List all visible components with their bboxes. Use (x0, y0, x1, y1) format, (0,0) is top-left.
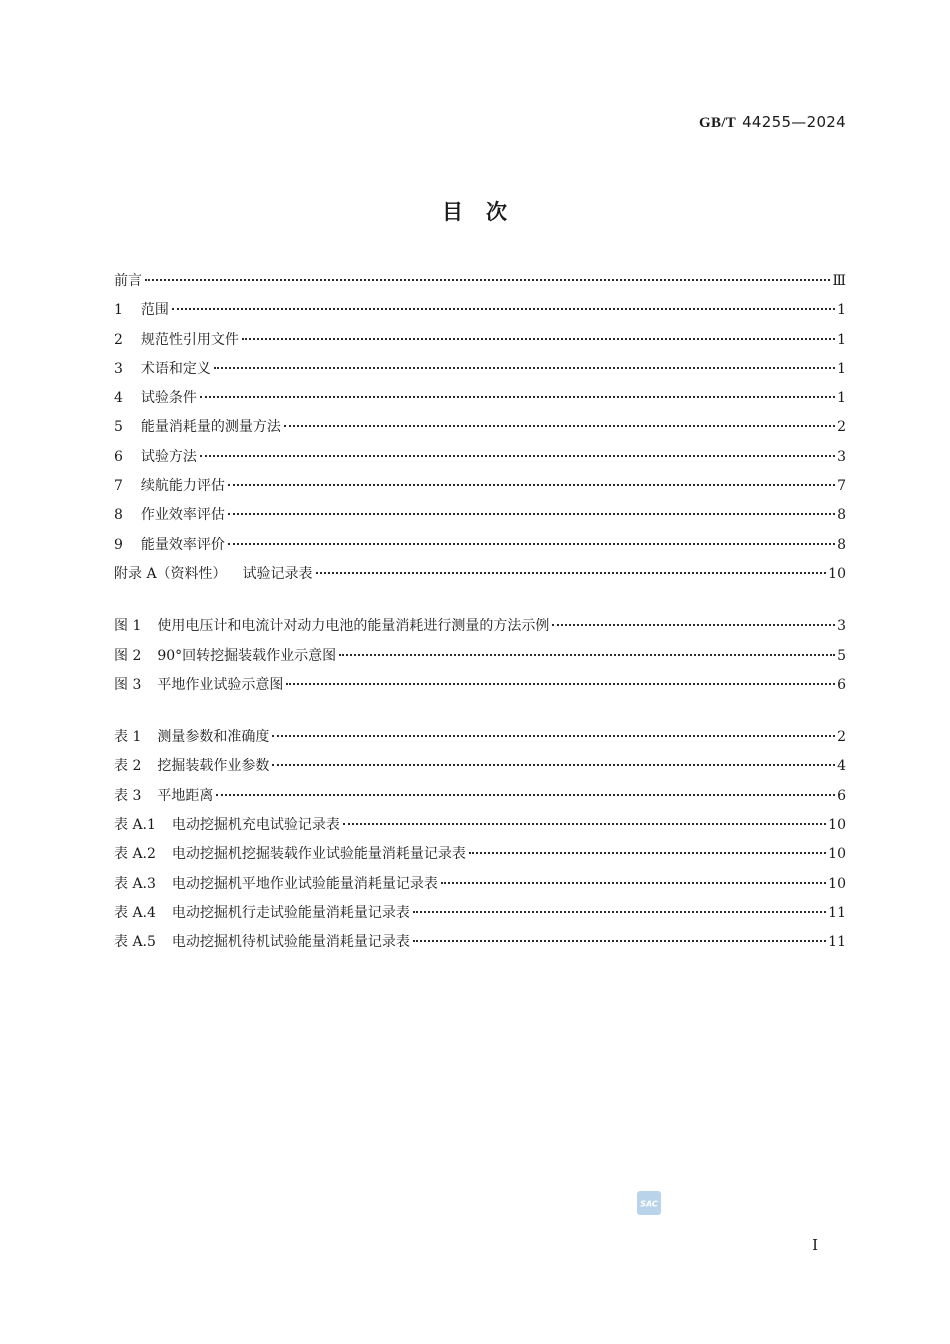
toc-entry-title: 续航能力评估 (140, 478, 225, 495)
toc-entry-number: 1 (114, 302, 123, 319)
toc-entry-number: 表 3 (114, 787, 142, 804)
toc-entry-measurement-method[interactable] (114, 416, 846, 445)
toc-entry-terms[interactable] (114, 358, 846, 387)
dot-leader (413, 940, 826, 942)
dot-leader (228, 543, 835, 545)
toc-entry-page: 3 (837, 448, 846, 465)
toc-figures (114, 615, 846, 703)
dot-leader (172, 308, 835, 310)
dot-leader (228, 513, 835, 515)
toc-entry-endurance-assessment[interactable] (114, 475, 846, 504)
dot-leader (316, 572, 827, 574)
toc-entry-table-2[interactable] (114, 755, 846, 784)
dot-leader (214, 367, 835, 369)
dot-leader (145, 279, 830, 281)
toc-entry-title: 试验条件 (140, 390, 197, 407)
toc-entry-page: 5 (837, 647, 846, 664)
toc-entry-title: 试验记录表 (242, 565, 313, 582)
toc-entry-title: 电动挖掘机挖掘装载作业试验能量消耗量记录表 (171, 846, 466, 863)
toc-entry-number: 7 (114, 478, 123, 495)
toc-entry-title: 能量消耗量的测量方法 (140, 419, 281, 436)
dot-leader (469, 852, 826, 854)
toc-entry-page: 6 (837, 676, 846, 693)
toc-entry-page: 1 (837, 302, 846, 319)
toc-entry-foreword[interactable] (114, 270, 846, 299)
toc-entry-page: 8 (837, 536, 846, 553)
sac-watermark-text: SAC (640, 1199, 658, 1209)
dot-leader (339, 654, 835, 656)
sac-watermark-logo (636, 1190, 662, 1216)
toc-entry-figure-2[interactable] (114, 645, 846, 674)
toc-entry-table-a3[interactable] (114, 873, 846, 902)
toc-entry-page: 6 (837, 787, 846, 804)
toc-entry-work-efficiency[interactable] (114, 504, 846, 533)
toc-entry-number: 附录 A（资料性） (114, 565, 227, 582)
toc-entry-title: 术语和定义 (140, 360, 211, 377)
dot-leader (272, 735, 835, 737)
toc-entry-page: 2 (837, 729, 846, 746)
toc-entry-number: 图 2 (114, 647, 142, 664)
toc-entry-page: 2 (837, 419, 846, 436)
toc-entry-title: 电动挖掘机待机试验能量消耗量记录表 (171, 934, 410, 951)
toc-entry-title: 电动挖掘机行走试验能量消耗量记录表 (171, 904, 410, 921)
toc-entry-number: 表 A.2 (114, 846, 156, 863)
toc-entry-page: 3 (837, 618, 846, 635)
toc-entry-title: 前言 (114, 273, 142, 289)
toc-entry-title: 挖掘装载作业参数 (157, 758, 270, 775)
toc-tables (114, 726, 846, 960)
toc-entry-figure-3[interactable] (114, 674, 846, 703)
toc-entry-scope[interactable] (114, 299, 846, 328)
toc-entry-number: 8 (114, 507, 123, 524)
dot-leader (552, 624, 835, 626)
toc-entry-normative-references[interactable] (114, 329, 846, 358)
toc-entry-table-a5[interactable] (114, 931, 846, 960)
toc-entry-number: 9 (114, 536, 123, 553)
dot-leader (242, 338, 835, 340)
toc-entry-title: 测量参数和准确度 (157, 729, 270, 746)
page-number: Ⅰ (812, 1238, 818, 1254)
toc-entry-number: 4 (114, 390, 123, 407)
toc-entry-number: 表 A.5 (114, 934, 156, 951)
toc-entry-page: 8 (837, 507, 846, 524)
toc-entry-page: 10 (828, 565, 846, 582)
dot-leader (413, 911, 826, 913)
toc-entry-table-1[interactable] (114, 726, 846, 755)
standard-year-number: 44255—2024 (742, 113, 846, 131)
toc-entry-page: 10 (828, 875, 846, 892)
page-title: 目 次 (442, 200, 508, 224)
dot-leader (200, 396, 835, 398)
toc-entry-test-conditions[interactable] (114, 387, 846, 416)
dot-leader (284, 425, 835, 427)
toc-entry-energy-efficiency[interactable] (114, 534, 846, 563)
table-of-contents (114, 270, 846, 961)
toc-entry-page: Ⅲ (832, 273, 846, 289)
toc-entry-number: 表 2 (114, 758, 142, 775)
toc-entry-page: 1 (837, 360, 846, 377)
toc-entry-number: 5 (114, 419, 123, 436)
toc-entry-page: 7 (837, 478, 846, 495)
toc-entry-page: 1 (837, 331, 846, 348)
toc-entry-title: 作业效率评估 (140, 507, 225, 524)
toc-entry-title: 试验方法 (140, 448, 197, 465)
toc-entry-number: 6 (114, 448, 123, 465)
standard-code: GB/T (699, 115, 737, 131)
toc-entry-page: 4 (837, 758, 846, 775)
toc-entry-page: 11 (828, 934, 846, 951)
standard-number (699, 113, 846, 132)
toc-entry-table-a4[interactable] (114, 902, 846, 931)
dot-leader (343, 823, 826, 825)
toc-entry-page: 1 (837, 390, 846, 407)
toc-entry-title: 平地距离 (157, 787, 214, 804)
toc-entry-test-method[interactable] (114, 446, 846, 475)
toc-entry-number: 图 3 (114, 676, 142, 693)
toc-entry-title: 电动挖掘机充电试验记录表 (171, 817, 340, 834)
toc-entry-title: 平地作业试验示意图 (157, 676, 284, 693)
dot-leader (286, 683, 835, 685)
toc-entry-page: 10 (828, 817, 846, 834)
toc-entry-number: 表 A.3 (114, 875, 156, 892)
toc-entry-title: 规范性引用文件 (140, 331, 239, 348)
toc-entry-title: 范围 (140, 302, 169, 319)
dot-leader (228, 484, 835, 486)
toc-entry-number: 图 1 (114, 618, 142, 635)
toc-entry-title: 90°回转挖掘装载作业示意图 (157, 647, 337, 664)
toc-entry-number: 表 1 (114, 729, 142, 746)
toc-entry-number: 表 A.1 (114, 817, 156, 834)
toc-chapters (114, 270, 846, 592)
dot-leader (441, 882, 826, 884)
dot-leader (272, 764, 835, 766)
toc-entry-title: 能量效率评价 (140, 536, 225, 553)
toc-entry-number: 3 (114, 360, 123, 377)
toc-entry-table-a2[interactable] (114, 843, 846, 872)
toc-entry-page: 11 (828, 904, 846, 921)
toc-entry-figure-1[interactable] (114, 615, 846, 644)
toc-entry-page: 10 (828, 846, 846, 863)
toc-entry-table-a1[interactable] (114, 814, 846, 843)
toc-entry-annex-a[interactable] (114, 563, 846, 592)
toc-entry-table-3[interactable] (114, 785, 846, 814)
toc-entry-title: 使用电压计和电流计对动力电池的能量消耗进行测量的方法示例 (157, 618, 550, 635)
toc-entry-number: 2 (114, 331, 123, 348)
toc-entry-title: 电动挖掘机平地作业试验能量消耗量记录表 (171, 875, 438, 892)
dot-leader (200, 455, 835, 457)
toc-entry-number: 表 A.4 (114, 904, 156, 921)
dot-leader (216, 794, 835, 796)
